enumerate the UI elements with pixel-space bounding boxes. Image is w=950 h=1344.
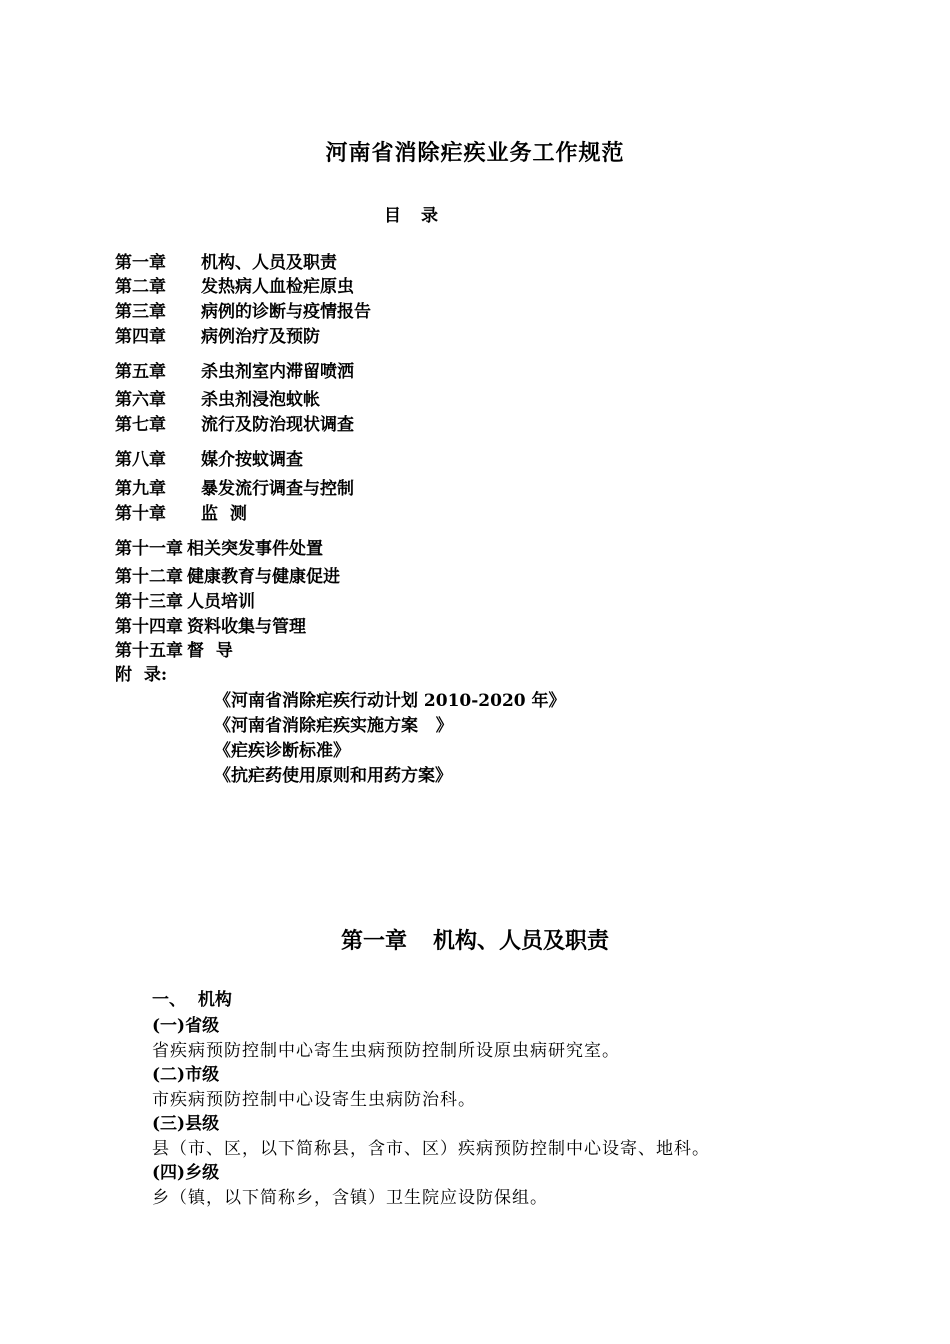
toc-item-title: 病例的诊断与疫情报告	[201, 302, 371, 322]
toc-item-number: 第七章	[115, 415, 166, 435]
paragraph: 乡（镇，以下简称乡，含镇）卫生院应设防保组。	[152, 1188, 548, 1208]
toc-heading	[384, 201, 458, 226]
subsection-heading: (三)县级	[152, 1114, 220, 1134]
toc-item-number: 第十二章	[115, 567, 183, 587]
toc-heading-char-1: 目	[384, 206, 401, 226]
toc-heading-char-2: 录	[421, 206, 438, 226]
chapter-title: 机构、人员及职责	[433, 928, 610, 954]
toc-item-number: 第四章	[115, 327, 166, 347]
toc-item-title: 监 测	[201, 504, 247, 524]
toc-item[interactable]	[115, 326, 320, 348]
toc-item-number: 第二章	[115, 277, 166, 297]
toc-item[interactable]	[115, 361, 354, 383]
appendix-label: 附 录:	[115, 665, 168, 685]
subsection-heading: (二)市级	[152, 1065, 220, 1085]
paragraph: 市疾病预防控制中心设寄生虫病防治科。	[152, 1090, 476, 1110]
toc-item-title: 流行及防治现状调查	[201, 415, 354, 435]
toc-item-number: 第一章	[115, 253, 166, 273]
toc-item-title: 杀虫剂浸泡蚊帐	[201, 390, 320, 410]
toc-item-title: 人员培训	[187, 592, 255, 612]
appendix-item[interactable]: 《河南省消除疟疾行动计划 2010-2020 年》	[214, 691, 566, 711]
section-heading: 一、 机构	[152, 990, 232, 1010]
toc-item-number: 第六章	[115, 390, 166, 410]
toc-item[interactable]	[115, 591, 255, 613]
document-title: 河南省消除疟疾业务工作规范	[325, 140, 625, 166]
toc-item[interactable]	[115, 252, 337, 274]
toc-item-number: 第八章	[115, 450, 166, 470]
toc-item-number: 第十四章	[115, 617, 183, 637]
toc-item-title: 督 导	[187, 641, 233, 661]
toc-item[interactable]	[115, 640, 233, 662]
toc-item-title: 媒介按蚊调查	[201, 450, 303, 470]
paragraph: 省疾病预防控制中心寄生虫病预防控制所设原虫病研究室。	[152, 1041, 620, 1061]
toc-item-title: 健康教育与健康促进	[187, 567, 340, 587]
toc-item-title: 资料收集与管理	[187, 617, 306, 637]
appendix-item[interactable]: 《疟疾诊断标准》	[214, 741, 350, 761]
subsection-heading: (四)乡级	[152, 1163, 220, 1183]
toc-item-number: 第十章	[115, 504, 166, 524]
toc-item-title: 机构、人员及职责	[201, 253, 337, 273]
toc-item[interactable]	[115, 414, 354, 436]
toc-item[interactable]	[115, 301, 371, 323]
toc-item-title: 病例治疗及预防	[201, 327, 320, 347]
toc-item-number: 第十三章	[115, 592, 183, 612]
chapter-number: 第一章	[340, 928, 407, 954]
toc-item-title: 杀虫剂室内滞留喷洒	[201, 362, 354, 382]
toc-item-title: 发热病人血检疟原虫	[201, 277, 354, 297]
toc-item[interactable]	[115, 503, 247, 525]
toc-item-number: 第十五章	[115, 641, 183, 661]
subsection-heading: (一)省级	[152, 1016, 220, 1036]
toc-item[interactable]	[115, 276, 354, 298]
toc-item[interactable]	[115, 538, 323, 560]
toc-item[interactable]	[115, 616, 306, 638]
toc-item-title: 暴发流行调查与控制	[201, 479, 354, 499]
chapter-heading	[0, 924, 950, 955]
toc-item[interactable]	[115, 389, 320, 411]
toc-item[interactable]	[115, 566, 340, 588]
toc-item[interactable]	[115, 478, 354, 500]
toc-item[interactable]	[115, 449, 303, 471]
appendix-item[interactable]: 《河南省消除疟疾实施方案 》	[214, 716, 453, 736]
toc-item-number: 第三章	[115, 302, 166, 322]
toc-item-number: 第九章	[115, 479, 166, 499]
toc-item-title: 相关突发事件处置	[187, 539, 323, 559]
toc-item-number: 第五章	[115, 362, 166, 382]
paragraph: 县（市、区，以下简称县，含市、区）疾病预防控制中心设寄、地科。	[152, 1139, 710, 1159]
toc-item-number: 第十一章	[115, 539, 183, 559]
appendix-item[interactable]: 《抗疟药使用原则和用药方案》	[214, 766, 452, 786]
